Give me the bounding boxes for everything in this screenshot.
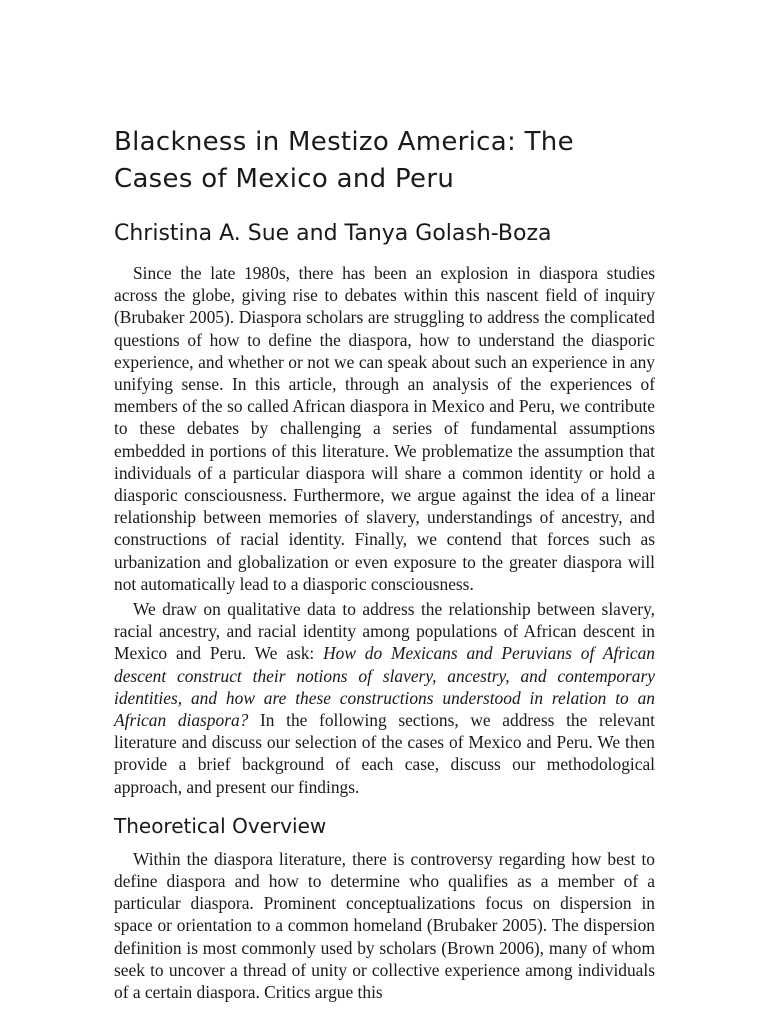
section-heading-theoretical-overview: Theoretical Overview	[114, 813, 327, 838]
body-paragraph-3: Within the diaspora literature, there is controversy regarding how best to define diaspora and how to determine who qualifies as a member of a particular diaspora. Prominent conceptualizations focus on dispersion in space or orientation to a common homeland (Brubaker 2005). The dispersion definition is most commonly used by scholars (Brown 2006), many of whom seek to uncover a thread of unity or collective experience among individuals of a certain diaspora. Critics argue this	[114, 848, 655, 1003]
article-authors: Christina A. Sue and Tanya Golash-Boza	[114, 221, 552, 246]
article-title-line-2: Cases of Mexico and Peru	[114, 164, 455, 194]
paragraph-2-text-before: We draw on qualitative data to address the relationship between slavery, racial ancestry, and racial identity among populations of African descent in Mexico and Peru. We ask:	[114, 599, 655, 664]
paragraph-2-text-after: In the following sections, we address the relevant literature and discuss our selection of the cases of Mexico and Peru. We then provide a brief background of each case, discuss our methodological approach, and present our findings.	[114, 710, 655, 797]
article-title	[114, 124, 655, 198]
body-paragraph-2	[114, 598, 655, 798]
article-page	[114, 124, 655, 1006]
body-paragraph-1: Since the late 1980s, there has been an explosion in diaspora studies across the globe, giving rise to debates within this nascent field of inquiry (Brubaker 2005). Diaspora scholars are struggling to address the complicated questions of how to define the diaspora, how to understand the diasporic experience, and whether or not we can speak about such an experience in any unifying sense. In this article, through an analysis of the experiences of members of the so called African diaspora in Mexico and Peru, we contribute to these debates by challenging a series of fundamental assumptions embedded in portions of this literature. We problematize the assumption that individuals of a particular diaspora will share a common identity or hold a diasporic consciousness. Furthermore, we argue against the idea of a linear relationship between memories of slavery, understandings of ancestry, and constructions of racial identity. Finally, we contend that forces such as urbanization and globalization or even exposure to the greater diaspora will not automatically lead to a diasporic consciousness.	[114, 263, 655, 594]
research-question: How do Mexicans and Peruvians of African descent construct their notions of slavery, ancestry, and contemporary identities, and how are these constructions understood in relation to an African diaspora?	[114, 643, 655, 731]
article-title-line-1: Blackness in Mestizo America: The	[114, 127, 574, 157]
